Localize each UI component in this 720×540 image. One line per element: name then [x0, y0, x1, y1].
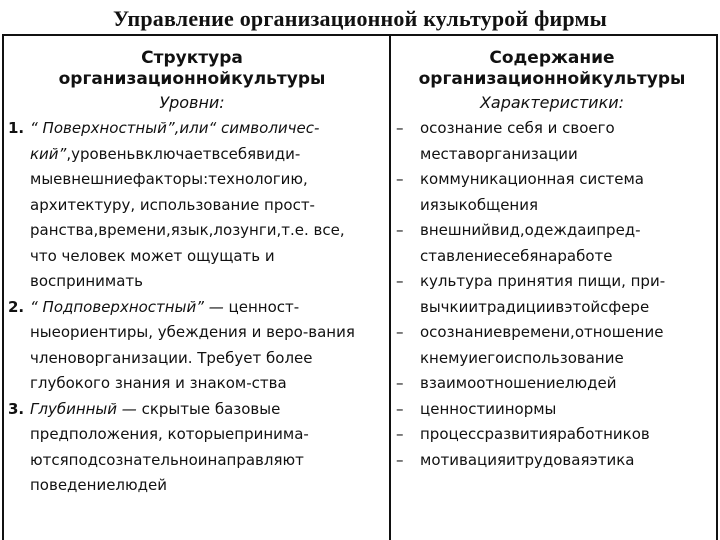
dash-bullet: – [396, 399, 404, 418]
structure-heading-line1: Структура [141, 48, 243, 68]
level-number: 1. [8, 119, 25, 137]
characteristic-text: осознаниевремени,отношение кнемуиегоиспользование [420, 323, 664, 367]
dash-bullet: – [396, 272, 404, 290]
list-item [396, 269, 708, 320]
list-item [396, 320, 708, 371]
list-item [396, 218, 708, 269]
level-description: ценност-ныеориентиры, убеждения и веро-вания членоворганизации. Требует более глубокого знания и знаком-ства [30, 297, 355, 392]
dash-bullet: – [396, 425, 404, 443]
level-name: “ Поверхностный”,или“ символичес-кий” [30, 119, 320, 163]
content-heading-line2: организационнойкультуры [418, 69, 686, 89]
level-name: “ Подповерхностный” — [30, 297, 224, 316]
table-top-border [2, 34, 718, 36]
characteristic-text: осознание себя и своего меставорганизации [420, 119, 615, 163]
level-name: Глубинный — [30, 399, 137, 418]
characteristic-text: внешнийвид,одеждаипред-ставлениесебянаработе [420, 221, 641, 265]
dash-bullet: – [396, 221, 404, 239]
dash-bullet: – [396, 170, 404, 188]
dash-bullet: – [396, 119, 404, 137]
content-heading-line1: Содержание [489, 48, 615, 68]
characteristic-text: мотивацияитрудоваяэтика [420, 450, 635, 469]
level-description: ,уровеньвключаетвсебявиди-мыевнешниефакторы:технологию, архитектуру, использование прост-ранства,времени,язык,лозунги,т.е. все, что человек может ощущать и воспринимать [30, 144, 345, 290]
column-divider [389, 36, 391, 540]
level-description: скрытые базовые предположения, которыепринима-ютсяподсознательноинаправляют поведениелюдей [30, 399, 309, 494]
structure-heading-line2: организационнойкультуры [58, 69, 326, 89]
list-item [396, 448, 708, 474]
list-item [396, 167, 708, 218]
dash-bullet: – [396, 323, 404, 341]
characteristic-text: ценностиинормы [420, 399, 557, 418]
list-item [396, 422, 708, 448]
table-left-border [2, 36, 4, 540]
structure-column [8, 48, 376, 499]
slide-title: Управление организационной культурой фирмы [112, 6, 608, 31]
level-number: 2. [8, 297, 25, 316]
characteristic-text: коммуникационная система иязыкобщения [420, 170, 645, 214]
list-item [396, 371, 708, 397]
characteristic-text: процессразвитияработников [420, 425, 650, 443]
dash-bullet: – [396, 450, 404, 469]
levels-subheading: Уровни: [159, 93, 225, 112]
content-column [396, 48, 708, 473]
characteristics-list [396, 116, 708, 473]
level-item [8, 116, 376, 295]
list-item [396, 397, 708, 423]
dash-bullet: – [396, 374, 404, 392]
characteristic-text: культура принятия пищи, при-вычкиитрадициивэтойсфере [420, 272, 666, 316]
characteristics-subheading: Характеристики: [479, 93, 625, 112]
table-right-border [716, 36, 718, 540]
levels-list [8, 116, 376, 499]
list-item [396, 116, 708, 167]
characteristic-text: взаимоотношениелюдей [420, 374, 617, 392]
level-item [8, 295, 376, 397]
level-number: 3. [8, 399, 25, 418]
level-item [8, 397, 376, 499]
